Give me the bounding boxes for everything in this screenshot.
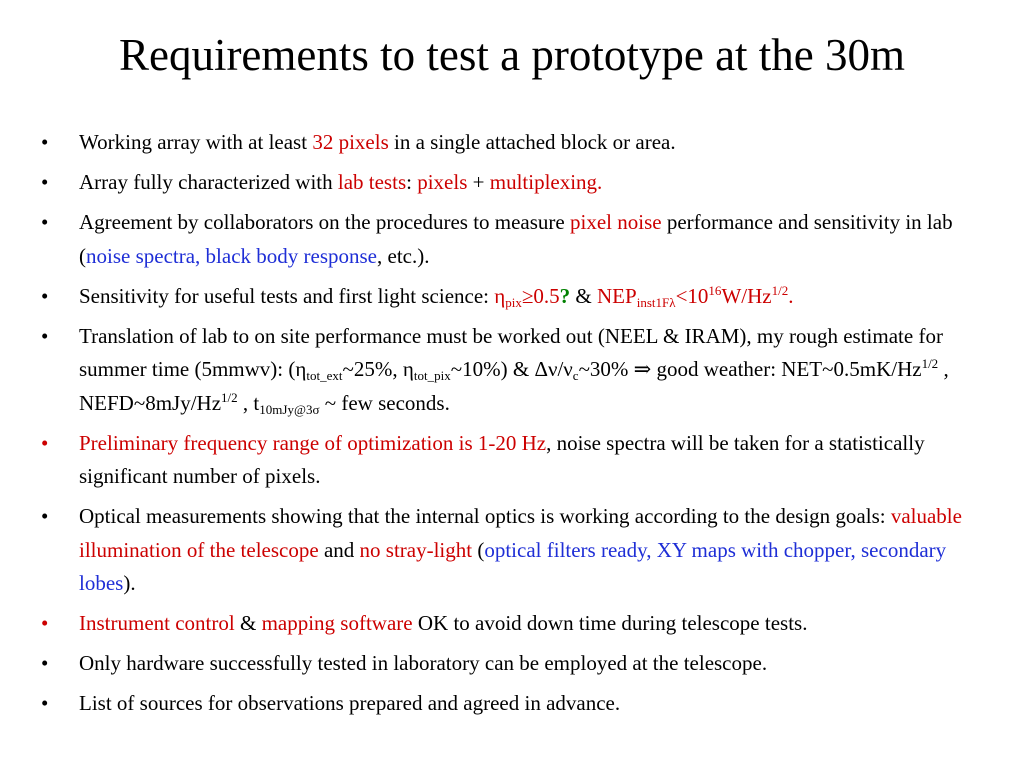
bullet-text-segment: Only hardware successfully tested in laboratory can be employed at the telescope. [79, 651, 768, 675]
bullet-item [40, 647, 990, 681]
bullet-item [40, 607, 990, 641]
bullet-text-segment: lab tests [337, 170, 407, 194]
bullet-text-segment: 10mJy@3σ [259, 401, 320, 417]
bullet-text-segment: Agreement by collaborators on the procedures to measure [79, 210, 570, 234]
bullet-text-segment: W/Hz [721, 283, 772, 308]
bullet-text-segment: Array fully characterized with [79, 170, 338, 194]
bullet-item [40, 280, 990, 314]
bullet-text-segment: optical filters ready, XY maps with chopper, secondary lobes [79, 537, 947, 595]
bullet-text-segment: , t [237, 390, 260, 415]
bullet-item [40, 320, 990, 421]
slide-title: Requirements to test a prototype at the 30m [118, 30, 906, 80]
bullet-text-segment: mapping software [261, 611, 413, 635]
bullet-marker: • [41, 210, 49, 234]
bullet-text-segment: performance and sensitivity in lab ( [79, 210, 953, 268]
bullet-marker: • [41, 611, 49, 635]
bullet-text-segment: . [788, 283, 794, 308]
bullet-text-segment: ~30% ⇒ good weather: NET~0.5mK/Hz [578, 357, 922, 381]
bullet-text-segment: 32 pixels [312, 130, 389, 154]
bullet-text-segment: OK to avoid down time during telescope tests. [412, 611, 808, 635]
bullet-text-segment: NEP [597, 283, 637, 308]
bullet-item [40, 206, 990, 273]
bullet-marker: • [41, 430, 49, 455]
bullet-text-segment: & [570, 283, 598, 308]
bullet-marker: • [41, 130, 49, 154]
bullet-text-segment: ( [472, 537, 485, 562]
bullet-text-segment: and [318, 537, 360, 562]
bullet-list [40, 126, 990, 727]
bullet-text-segment: c [572, 367, 579, 383]
bullet-text-segment: 16 [708, 282, 722, 298]
bullet-text-segment: : [406, 170, 418, 194]
bullet-text-segment: tot_pix [413, 367, 451, 383]
bullet-text-segment: η [494, 283, 506, 308]
bullet-text-segment: 1/2 [921, 356, 939, 372]
bullet-text-segment: ). [123, 571, 136, 595]
bullet-text-segment: & [234, 611, 262, 635]
bullet-marker: • [41, 691, 49, 715]
bullet-text-segment: Translation of lab to on site performance must be worked out (NEEL & IRAM), my rough estimate for summer time (5mmwv): (η [79, 323, 943, 381]
bullet-text-segment: multiplexing. [489, 170, 603, 194]
bullet-text-segment: + [467, 170, 490, 194]
bullet-text-segment: pixel noise [570, 210, 662, 234]
bullet-item [40, 427, 990, 494]
bullet-marker: • [41, 651, 49, 675]
bullet-text-segment: tot_ext [306, 367, 343, 383]
bullet-text-segment: inst1Fλ [636, 294, 676, 310]
bullet-text-segment: ~10%) & Δν/ν [450, 357, 573, 381]
bullet-text-segment: ~ few seconds. [319, 390, 450, 415]
bullet-text-segment: , etc.). [377, 243, 430, 268]
bullet-text-segment: , NEFD~8mJy/Hz [79, 357, 949, 415]
bullet-text-segment: ≥0.5 [521, 283, 560, 308]
bullet-text-segment: ~25%, η [342, 357, 414, 381]
bullet-text-segment: Optical measurements showing that the internal optics is working according to the design goals: [79, 504, 891, 528]
bullet-text-segment: valuable illumination of the telescope [79, 504, 962, 562]
bullet-marker: • [41, 170, 49, 194]
bullet-text-segment: pix [505, 294, 522, 310]
bullet-item [40, 687, 990, 721]
bullet-text-segment: noise spectra, black body response [86, 243, 377, 268]
bullet-marker: • [41, 504, 49, 528]
bullet-item [40, 500, 990, 601]
bullet-text-segment: no stray-light [359, 537, 473, 562]
bullet-text-segment: <10 [675, 283, 709, 308]
bullet-text-segment: Sensitivity for useful tests and first light science: [79, 283, 495, 308]
bullet-text-segment: pixels [417, 170, 468, 194]
bullet-text-segment: in a single attached block or area. [388, 130, 676, 154]
bullet-text-segment: List of sources for observations prepared and agreed in advance. [79, 691, 621, 715]
bullet-text-segment: ? [559, 283, 571, 308]
bullet-text-segment: Preliminary frequency range of optimization is 1-20 Hz [79, 430, 547, 455]
bullet-text-segment: Instrument control [79, 611, 235, 635]
bullet-marker: • [41, 283, 49, 308]
bullet-text-segment: Working array with at least [79, 130, 313, 154]
bullet-item [40, 166, 990, 200]
bullet-text-segment: 1/2 [221, 389, 238, 405]
bullet-item [40, 126, 990, 160]
bullet-text-segment: 1/2 [771, 282, 789, 298]
bullet-text-segment: , noise spectra will be taken for a statistically significant number of pixels. [79, 430, 925, 488]
bullet-marker: • [41, 323, 49, 348]
